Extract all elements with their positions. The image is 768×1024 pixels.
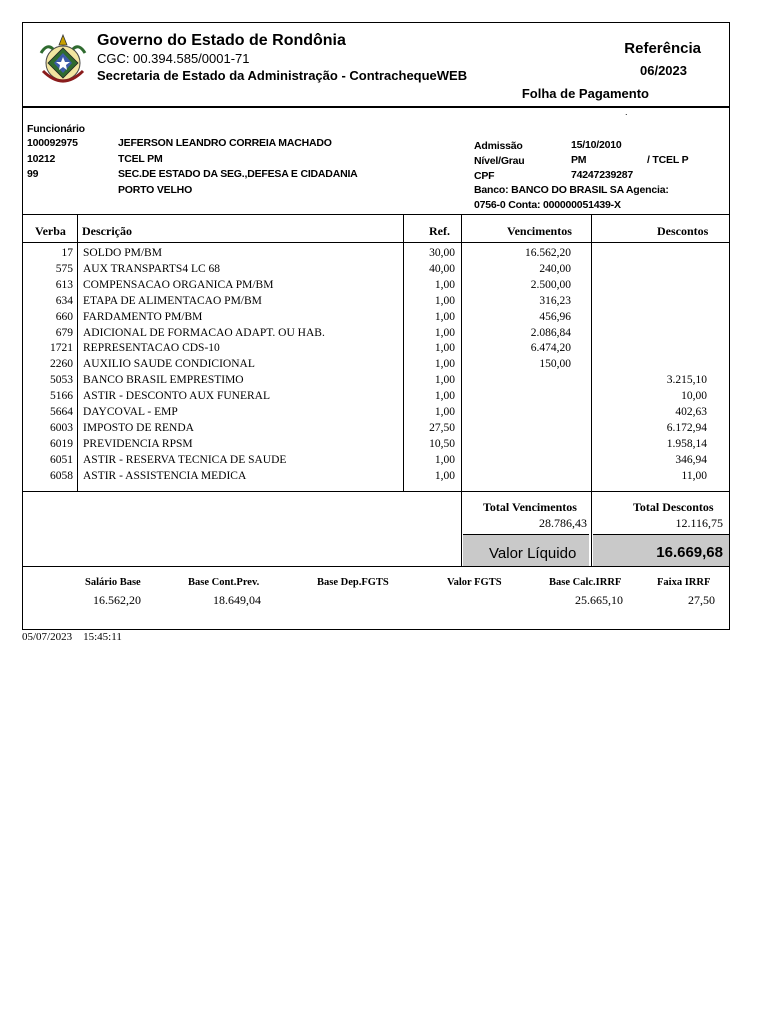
table-row bbox=[23, 470, 729, 486]
table-header-divider bbox=[23, 242, 729, 243]
ref-cell: 1,00 bbox=[434, 406, 455, 418]
ref-cell: 1,00 bbox=[434, 469, 455, 482]
col-ref: Ref. bbox=[429, 224, 450, 238]
org-title: Governo do Estado de Rondônia bbox=[97, 32, 346, 49]
table-row bbox=[23, 438, 729, 454]
total-earnings: 28.786,43 bbox=[539, 516, 587, 530]
verba-cell: 6051 bbox=[50, 453, 73, 466]
table-row bbox=[23, 342, 729, 358]
secretaria: Secretaria de Estado da Administração - ContrachequeWEB bbox=[97, 68, 468, 83]
ref-cell: 1,00 bbox=[434, 342, 455, 355]
deduction-cell: 402,63 bbox=[675, 406, 707, 418]
description-cell: AUXILIO SAUDE CONDICIONAL bbox=[83, 358, 255, 371]
employee-name: JEFERSON LEANDRO CORREIA MACHADO bbox=[118, 137, 332, 149]
ref-cell: 1,00 bbox=[434, 310, 455, 323]
department: SEC.DE ESTADO DA SEG.,DEFESA E CIDADANIA bbox=[118, 168, 358, 180]
description-cell: PREVIDENCIA RPSM bbox=[83, 437, 193, 450]
department-code: 99 bbox=[27, 168, 39, 180]
total-deductions: 12.116,75 bbox=[675, 516, 723, 530]
description-cell: ASTIR - DESCONTO AUX FUNERAL bbox=[83, 390, 270, 403]
deduction-cell: 1.958,14 bbox=[666, 437, 707, 450]
base-irrf-label: Base Calc.IRRF bbox=[549, 577, 622, 588]
table-row bbox=[23, 358, 729, 374]
deduction-cell: 3.215,10 bbox=[666, 374, 707, 387]
reference-label: Referência bbox=[624, 40, 701, 57]
bank: Banco: BANCO DO BRASIL SA Agencia: bbox=[474, 184, 669, 196]
ref-cell: 1,00 bbox=[434, 278, 455, 291]
position-code: 10212 bbox=[27, 153, 56, 165]
verba-cell: 1721 bbox=[50, 342, 73, 355]
employee-divider bbox=[23, 214, 729, 215]
description-cell: REPRESENTACAO CDS-10 bbox=[83, 342, 220, 355]
description-cell: ETAPA DE ALIMENTACAO PM/BM bbox=[83, 294, 262, 307]
verba-cell: 5664 bbox=[50, 406, 73, 418]
earning-cell: 150,00 bbox=[539, 358, 571, 371]
irrf-bracket: 27,50 bbox=[688, 593, 715, 607]
net-pay: 16.669,68 bbox=[656, 544, 723, 561]
description-cell: BANCO BRASIL EMPRESTIMO bbox=[83, 374, 244, 387]
print-time: 15:45:11 bbox=[83, 631, 122, 643]
table-row bbox=[23, 406, 729, 422]
col-verba: Verba bbox=[35, 224, 66, 238]
payroll-type: Folha de Pagamento bbox=[521, 86, 649, 101]
ref-cell: 1,00 bbox=[434, 374, 455, 387]
irrf-bracket-label: Faixa IRRF bbox=[657, 577, 711, 588]
verba-cell: 17 bbox=[61, 247, 73, 259]
table-row bbox=[23, 311, 729, 327]
description-cell: IMPOSTO DE RENDA bbox=[83, 421, 194, 434]
level-label: Nível/Grau bbox=[474, 155, 525, 167]
level: PM bbox=[571, 154, 587, 166]
earning-cell: 6.474,20 bbox=[530, 342, 571, 355]
verba-cell: 5053 bbox=[50, 374, 73, 387]
table-bottom-divider bbox=[23, 491, 729, 492]
col-vencimentos: Vencimentos bbox=[507, 224, 572, 238]
base-irrf: 25.665,10 bbox=[575, 593, 623, 607]
table-row bbox=[23, 374, 729, 390]
earning-cell: 316,23 bbox=[539, 294, 571, 307]
cpf-label: CPF bbox=[474, 170, 495, 182]
paystub bbox=[22, 22, 730, 630]
print-timestamp bbox=[22, 631, 122, 643]
description-cell: COMPENSACAO ORGANICA PM/BM bbox=[83, 278, 274, 291]
table-row bbox=[23, 247, 729, 263]
verba-cell: 6058 bbox=[50, 469, 73, 482]
description-cell: ASTIR - ASSISTENCIA MEDICA bbox=[83, 469, 247, 482]
table-row bbox=[23, 295, 729, 311]
deduction-cell: 11,00 bbox=[681, 469, 707, 482]
description-cell: AUX TRANSPARTS4 LC 68 bbox=[83, 262, 221, 275]
verba-cell: 660 bbox=[55, 310, 73, 323]
admission-date: 15/10/2010 bbox=[571, 139, 622, 151]
earning-cell: 2.500,00 bbox=[530, 278, 571, 291]
base-salary: 16.562,20 bbox=[93, 593, 141, 607]
verba-cell: 613 bbox=[55, 278, 73, 291]
deduction-cell: 10,00 bbox=[681, 390, 707, 403]
description-cell: DAYCOVAL - EMP bbox=[83, 406, 178, 418]
position: TCEL PM bbox=[118, 153, 163, 165]
cpf: 74247239287 bbox=[571, 169, 634, 181]
header-divider bbox=[23, 106, 729, 108]
description-cell: ADICIONAL DE FORMACAO ADAPT. OU HAB. bbox=[83, 326, 325, 339]
ref-cell: 1,00 bbox=[434, 390, 455, 403]
ref-cell: 27,50 bbox=[429, 421, 455, 434]
base-prev-label: Base Cont.Prev. bbox=[188, 577, 260, 588]
verba-cell: 575 bbox=[55, 262, 73, 275]
earning-cell: 240,00 bbox=[539, 262, 571, 275]
print-date: 05/07/2023 bbox=[22, 631, 73, 643]
admission-label: Admissão bbox=[474, 140, 523, 152]
base-salary-label: Salário Base bbox=[85, 577, 141, 588]
verba-cell: 679 bbox=[55, 326, 73, 339]
employee-id: 100092975 bbox=[27, 137, 78, 149]
totals-divider bbox=[23, 566, 729, 567]
base-fgts-label: Base Dep.FGTS bbox=[317, 577, 389, 588]
cgc: CGC: 00.394.585/0001-71 bbox=[97, 51, 250, 66]
ref-cell: 1,00 bbox=[434, 326, 455, 339]
ref-cell: 1,00 bbox=[434, 358, 455, 371]
table-row bbox=[23, 422, 729, 438]
dot-mark: . bbox=[625, 107, 628, 117]
ref-cell: 1,00 bbox=[434, 453, 455, 466]
reference-value: 06/2023 bbox=[640, 63, 687, 78]
verba-cell: 6003 bbox=[50, 421, 73, 434]
table-row bbox=[23, 454, 729, 470]
deduction-cell: 6.172,94 bbox=[666, 421, 707, 434]
verba-cell: 5166 bbox=[50, 390, 73, 403]
ref-cell: 10,50 bbox=[429, 437, 455, 450]
earning-cell: 2.086,84 bbox=[530, 326, 571, 339]
ref-cell: 40,00 bbox=[429, 262, 455, 275]
state-coat-of-arms-icon bbox=[37, 33, 89, 91]
earning-cell: 456,96 bbox=[539, 310, 571, 323]
table-row bbox=[23, 263, 729, 279]
table-row bbox=[23, 279, 729, 295]
description-cell: ASTIR - RESERVA TECNICA DE SAUDE bbox=[83, 453, 287, 466]
verba-cell: 2260 bbox=[50, 358, 73, 371]
total-deductions-label: Total Descontos bbox=[633, 500, 714, 514]
earning-cell: 16.562,20 bbox=[525, 247, 571, 259]
ref-cell: 30,00 bbox=[429, 247, 455, 259]
city: PORTO VELHO bbox=[118, 184, 193, 196]
employee-label: Funcionário bbox=[27, 123, 85, 135]
base-prev: 18.649,04 bbox=[213, 593, 261, 607]
verba-cell: 6019 bbox=[50, 437, 73, 450]
ref-cell: 1,00 bbox=[434, 294, 455, 307]
col-descricao: Descrição bbox=[82, 224, 132, 238]
account: 0756-0 Conta: 000000051439-X bbox=[474, 199, 621, 211]
table-row bbox=[23, 390, 729, 406]
deduction-cell: 346,94 bbox=[675, 453, 707, 466]
description-cell: FARDAMENTO PM/BM bbox=[83, 310, 203, 323]
net-pay-label: Valor Líquido bbox=[489, 545, 577, 562]
total-earnings-label: Total Vencimentos bbox=[483, 500, 577, 514]
col-descontos: Descontos bbox=[657, 224, 709, 238]
table-row bbox=[23, 327, 729, 343]
description-cell: SOLDO PM/BM bbox=[83, 247, 162, 259]
fgts-value-label: Valor FGTS bbox=[447, 577, 502, 588]
grade: / TCEL P bbox=[647, 154, 689, 166]
verba-cell: 634 bbox=[55, 294, 73, 307]
